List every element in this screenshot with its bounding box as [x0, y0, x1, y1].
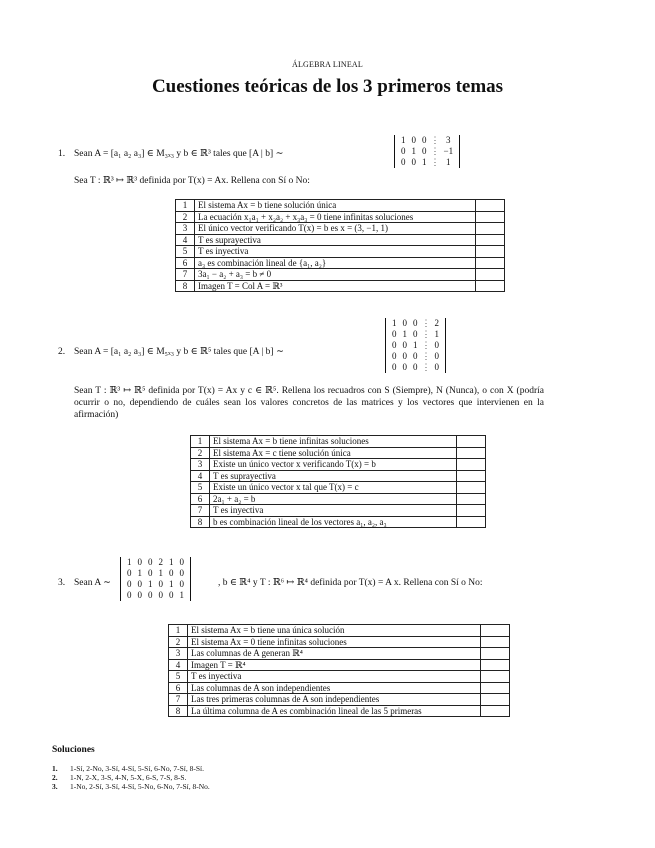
q1-table	[175, 199, 505, 292]
matrix-entry: 1	[148, 579, 153, 589]
solution-text: 1-Sí, 2-No, 3-Sí, 4-Sí, 5-Sí, 6-No, 7-Sí, 8-Sí.	[70, 764, 204, 773]
table-row	[191, 470, 486, 482]
answer-box[interactable]	[481, 659, 510, 671]
matrix-entry: 0	[434, 351, 439, 361]
table-row	[169, 636, 510, 648]
matrix-entry: 0	[392, 362, 397, 372]
item-number: 6	[176, 257, 195, 269]
item-number: 6	[169, 682, 188, 694]
solution-number: 2.	[52, 773, 58, 782]
matrix-entry: 1	[401, 135, 406, 145]
answer-box[interactable]	[481, 694, 510, 706]
item-number: 1	[191, 436, 210, 448]
q1-text: Sea T : ℝ³ ↦ ℝ³ definida por T(x) = Ax. Rellena con Sí o No:	[74, 176, 310, 186]
matrix-entry: 0	[137, 557, 142, 567]
table-row	[176, 257, 505, 269]
q2-intro: Sean A = [a₁ a₂ a₃] ∈ M₅ₓ₃ y b ∈ ℝ⁵ tales que [A | b] ∼	[74, 347, 284, 357]
item-statement: T es inyectiva	[210, 505, 457, 517]
table-row	[169, 682, 510, 694]
answer-box[interactable]	[457, 459, 486, 471]
solution-line	[52, 773, 210, 782]
item-statement: La ecuación x₁a₁ + x₂a₂ + x₃a₃ = 0 tiene infinitas soluciones	[195, 211, 476, 223]
answer-box[interactable]	[476, 234, 505, 246]
matrix-entry: 0	[401, 146, 406, 156]
table-row	[191, 505, 486, 517]
q1-intro: Sean A = [a₁ a₂ a₃] ∈ M₃ₓ₃ y b ∈ ℝ³ tales que [A | b] ∼	[74, 149, 284, 159]
item-statement: Existe un único vector x verificando T(x) = b	[210, 459, 457, 471]
q3-intro: Sean A ∼	[74, 578, 111, 588]
item-statement: 3a₁ − a₂ + a₃ = b ≠ 0	[195, 269, 476, 281]
answer-box[interactable]	[457, 470, 486, 482]
augment-separator: ⋮	[421, 318, 431, 328]
answer-box[interactable]	[476, 200, 505, 212]
matrix-entry: 0	[148, 590, 153, 600]
table-row	[191, 459, 486, 471]
matrix-entry: 0	[402, 362, 407, 372]
answer-box[interactable]	[457, 516, 486, 528]
table-row	[176, 211, 505, 223]
answer-box[interactable]	[457, 482, 486, 494]
matrix-entry: 1	[127, 557, 132, 567]
matrix-entry: 0	[411, 135, 416, 145]
matrix-entry: 1	[169, 557, 174, 567]
item-statement: a₃ es combinación lineal de {a₁, a₂}	[195, 257, 476, 269]
item-number: 3	[176, 223, 195, 235]
item-statement: Imagen T = Col A = ℝ³	[195, 280, 476, 292]
item-number: 8	[176, 280, 195, 292]
item-number: 2	[169, 636, 188, 648]
matrix-entry: 0	[179, 568, 184, 578]
matrix-entry: 1	[413, 340, 418, 350]
matrix-entry: 0	[392, 340, 397, 350]
matrix-entry: 1	[392, 318, 397, 328]
item-statement: Imagen T = ℝ⁴	[188, 659, 481, 671]
answer-box[interactable]	[476, 280, 505, 292]
table-row	[169, 625, 510, 637]
answer-box[interactable]	[481, 625, 510, 637]
item-statement: 2a₁ + a₂ = b	[210, 493, 457, 505]
matrix-entry: 1	[137, 568, 142, 578]
item-number: 5	[169, 671, 188, 683]
item-statement: El sistema Ax = 0 tiene infinitas soluciones	[188, 636, 481, 648]
solution-text: 1-No, 2-Sí, 3-Sí, 4-Sí, 5-No, 6-No, 7-Sí, 8-No.	[70, 782, 210, 791]
augment-separator: ⋮	[421, 362, 431, 372]
matrix-entry: 0	[148, 568, 153, 578]
solution-number: 3.	[52, 782, 58, 791]
table-row	[176, 200, 505, 212]
matrix-entry: 0	[169, 590, 174, 600]
table-row	[169, 648, 510, 660]
table-row	[176, 280, 505, 292]
table-row	[176, 223, 505, 235]
item-number: 7	[169, 694, 188, 706]
item-statement: T es suprayectiva	[210, 470, 457, 482]
table-row	[169, 705, 510, 717]
augment-separator: ⋮	[421, 329, 431, 339]
solution-text: 1-N, 2-X, 3-S, 4-N, 5-X, 6-S, 7-S, 8-S.	[70, 773, 187, 782]
matrix-entry: 1	[179, 590, 184, 600]
item-statement: T es suprayectiva	[195, 234, 476, 246]
item-statement: El sistema Ax = b tiene una única solución	[188, 625, 481, 637]
q3-number: 3.	[58, 578, 66, 588]
answer-box[interactable]	[457, 505, 486, 517]
matrix-entry: 0	[422, 135, 427, 145]
answer-box[interactable]	[457, 447, 486, 459]
matrix-entry: 0	[422, 146, 427, 156]
augment-separator: ⋮	[430, 157, 440, 167]
answer-box[interactable]	[481, 682, 510, 694]
page-header: ÁLGEBRA LINEAL	[291, 60, 363, 69]
answer-box[interactable]	[476, 269, 505, 281]
answer-box[interactable]	[476, 211, 505, 223]
matrix-entry: 3	[446, 135, 451, 145]
augment-separator: ⋮	[421, 351, 431, 361]
matrix-entry: 1	[411, 146, 416, 156]
matrix-entry: −1	[443, 146, 454, 156]
solutions-list	[52, 764, 210, 791]
item-statement: Las tres primeras columnas de A son independientes	[188, 694, 481, 706]
matrix-entry: 0	[127, 579, 132, 589]
table-row	[176, 269, 505, 281]
answer-box[interactable]	[481, 705, 510, 717]
answer-box[interactable]	[481, 648, 510, 660]
item-number: 8	[191, 516, 210, 528]
matrix-entry: 0	[402, 318, 407, 328]
item-statement: Las columnas de A generan ℝ⁴	[188, 648, 481, 660]
matrix-entry: 0	[158, 579, 163, 589]
answer-box[interactable]	[476, 223, 505, 235]
matrix-entry: 1	[434, 329, 439, 339]
item-statement: b es combinación lineal de los vectores a₁, a₂, a₃	[210, 516, 457, 528]
matrix-entry: 1	[169, 579, 174, 589]
matrix-entry: 0	[413, 351, 418, 361]
item-number: 2	[191, 447, 210, 459]
item-statement: La última columna de A es combinación lineal de las 5 primeras	[188, 705, 481, 717]
matrix-entry: 0	[148, 557, 153, 567]
item-number: 3	[169, 648, 188, 660]
q1-number: 1.	[58, 149, 66, 159]
table-row	[191, 516, 486, 528]
matrix-entry: 0	[402, 351, 407, 361]
item-number: 3	[191, 459, 210, 471]
matrix-entry: 0	[127, 590, 132, 600]
table-row	[191, 493, 486, 505]
item-number: 8	[169, 705, 188, 717]
q2-text: Sean T : ℝ³ ↦ ℝ⁵ definida por T(x) = Ax y c ∈ ℝ⁵. Rellena los recuadros con S (Siempre), N (Nunca), o con X (podría ocurrir o no, dependiendo de cuáles sean los valores concretos de las matrices y los vectores que intervienen en la afirmación)	[74, 386, 544, 420]
matrix-entry: 2	[434, 318, 439, 328]
item-number: 4	[176, 234, 195, 246]
q2-number: 2.	[58, 347, 66, 357]
item-number: 6	[191, 493, 210, 505]
matrix-entry: 0	[179, 579, 184, 589]
table-row	[191, 482, 486, 494]
matrix-entry: 0	[137, 579, 142, 589]
item-number: 2	[176, 211, 195, 223]
item-number: 4	[169, 659, 188, 671]
answer-box[interactable]	[457, 436, 486, 448]
item-number: 7	[191, 505, 210, 517]
matrix-entry: 2	[158, 557, 163, 567]
table-row	[176, 234, 505, 246]
solution-line	[52, 764, 210, 773]
table-row	[169, 671, 510, 683]
item-number: 4	[191, 470, 210, 482]
matrix-entry: 0	[434, 362, 439, 372]
table-row	[191, 447, 486, 459]
table-row	[191, 436, 486, 448]
matrix-entry: 0	[392, 351, 397, 361]
item-statement: Existe un único vector x tal que T(x) = c	[210, 482, 457, 494]
answer-box[interactable]	[457, 493, 486, 505]
item-statement: El sistema Ax = b tiene solución única	[195, 200, 476, 212]
matrix-entry: 1	[446, 157, 451, 167]
solution-line	[52, 782, 210, 791]
answer-box[interactable]	[476, 246, 505, 258]
answer-box[interactable]	[481, 636, 510, 648]
augment-separator: ⋮	[430, 135, 440, 145]
item-statement: El único vector verificando T(x) = b es x = (3, −1, 1)	[195, 223, 476, 235]
answer-box[interactable]	[476, 257, 505, 269]
q1-matrix	[394, 135, 460, 168]
table-row	[169, 694, 510, 706]
q2-table	[190, 435, 486, 528]
item-number: 5	[176, 246, 195, 258]
item-number: 5	[191, 482, 210, 494]
matrix-entry: 0	[411, 157, 416, 167]
matrix-entry: 0	[413, 318, 418, 328]
item-number: 1	[169, 625, 188, 637]
matrix-entry: 1	[158, 568, 163, 578]
matrix-entry: 1	[422, 157, 427, 167]
augment-separator: ⋮	[421, 340, 431, 350]
page-title: Cuestiones teóricas de los 3 primeros temas	[151, 76, 504, 97]
item-number: 1	[176, 200, 195, 212]
item-number: 7	[176, 269, 195, 281]
item-statement: El sistema Ax = b tiene infinitas soluciones	[210, 436, 457, 448]
matrix-entry: 0	[413, 362, 418, 372]
table-row	[176, 246, 505, 258]
matrix-entry: 0	[392, 329, 397, 339]
matrix-entry: 0	[169, 568, 174, 578]
q2-matrix	[385, 318, 446, 373]
matrix-entry: 0	[158, 590, 163, 600]
matrix-entry: 0	[179, 557, 184, 567]
item-statement: T es inyectiva	[195, 246, 476, 258]
matrix-entry: 0	[413, 329, 418, 339]
q3-after: , b ∈ ℝ⁴ y T : ℝ⁶ ↦ ℝ⁴ definida por T(x) = A x. Rellena con Sí o No:	[218, 578, 483, 588]
matrix-entry: 1	[402, 329, 407, 339]
table-row	[169, 659, 510, 671]
q3-matrix	[120, 557, 191, 601]
solutions-title: Soluciones	[52, 745, 95, 755]
matrix-entry: 0	[401, 157, 406, 167]
item-statement: Las columnas de A son independientes	[188, 682, 481, 694]
answer-box[interactable]	[481, 671, 510, 683]
matrix-entry: 0	[127, 568, 132, 578]
augment-separator: ⋮	[430, 146, 440, 156]
item-statement: T es inyectiva	[188, 671, 481, 683]
solution-number: 1.	[52, 764, 58, 773]
item-statement: El sistema Ax = c tiene solución única	[210, 447, 457, 459]
matrix-entry: 0	[402, 340, 407, 350]
matrix-entry: 0	[434, 340, 439, 350]
matrix-entry: 0	[137, 590, 142, 600]
q3-table	[168, 624, 510, 717]
